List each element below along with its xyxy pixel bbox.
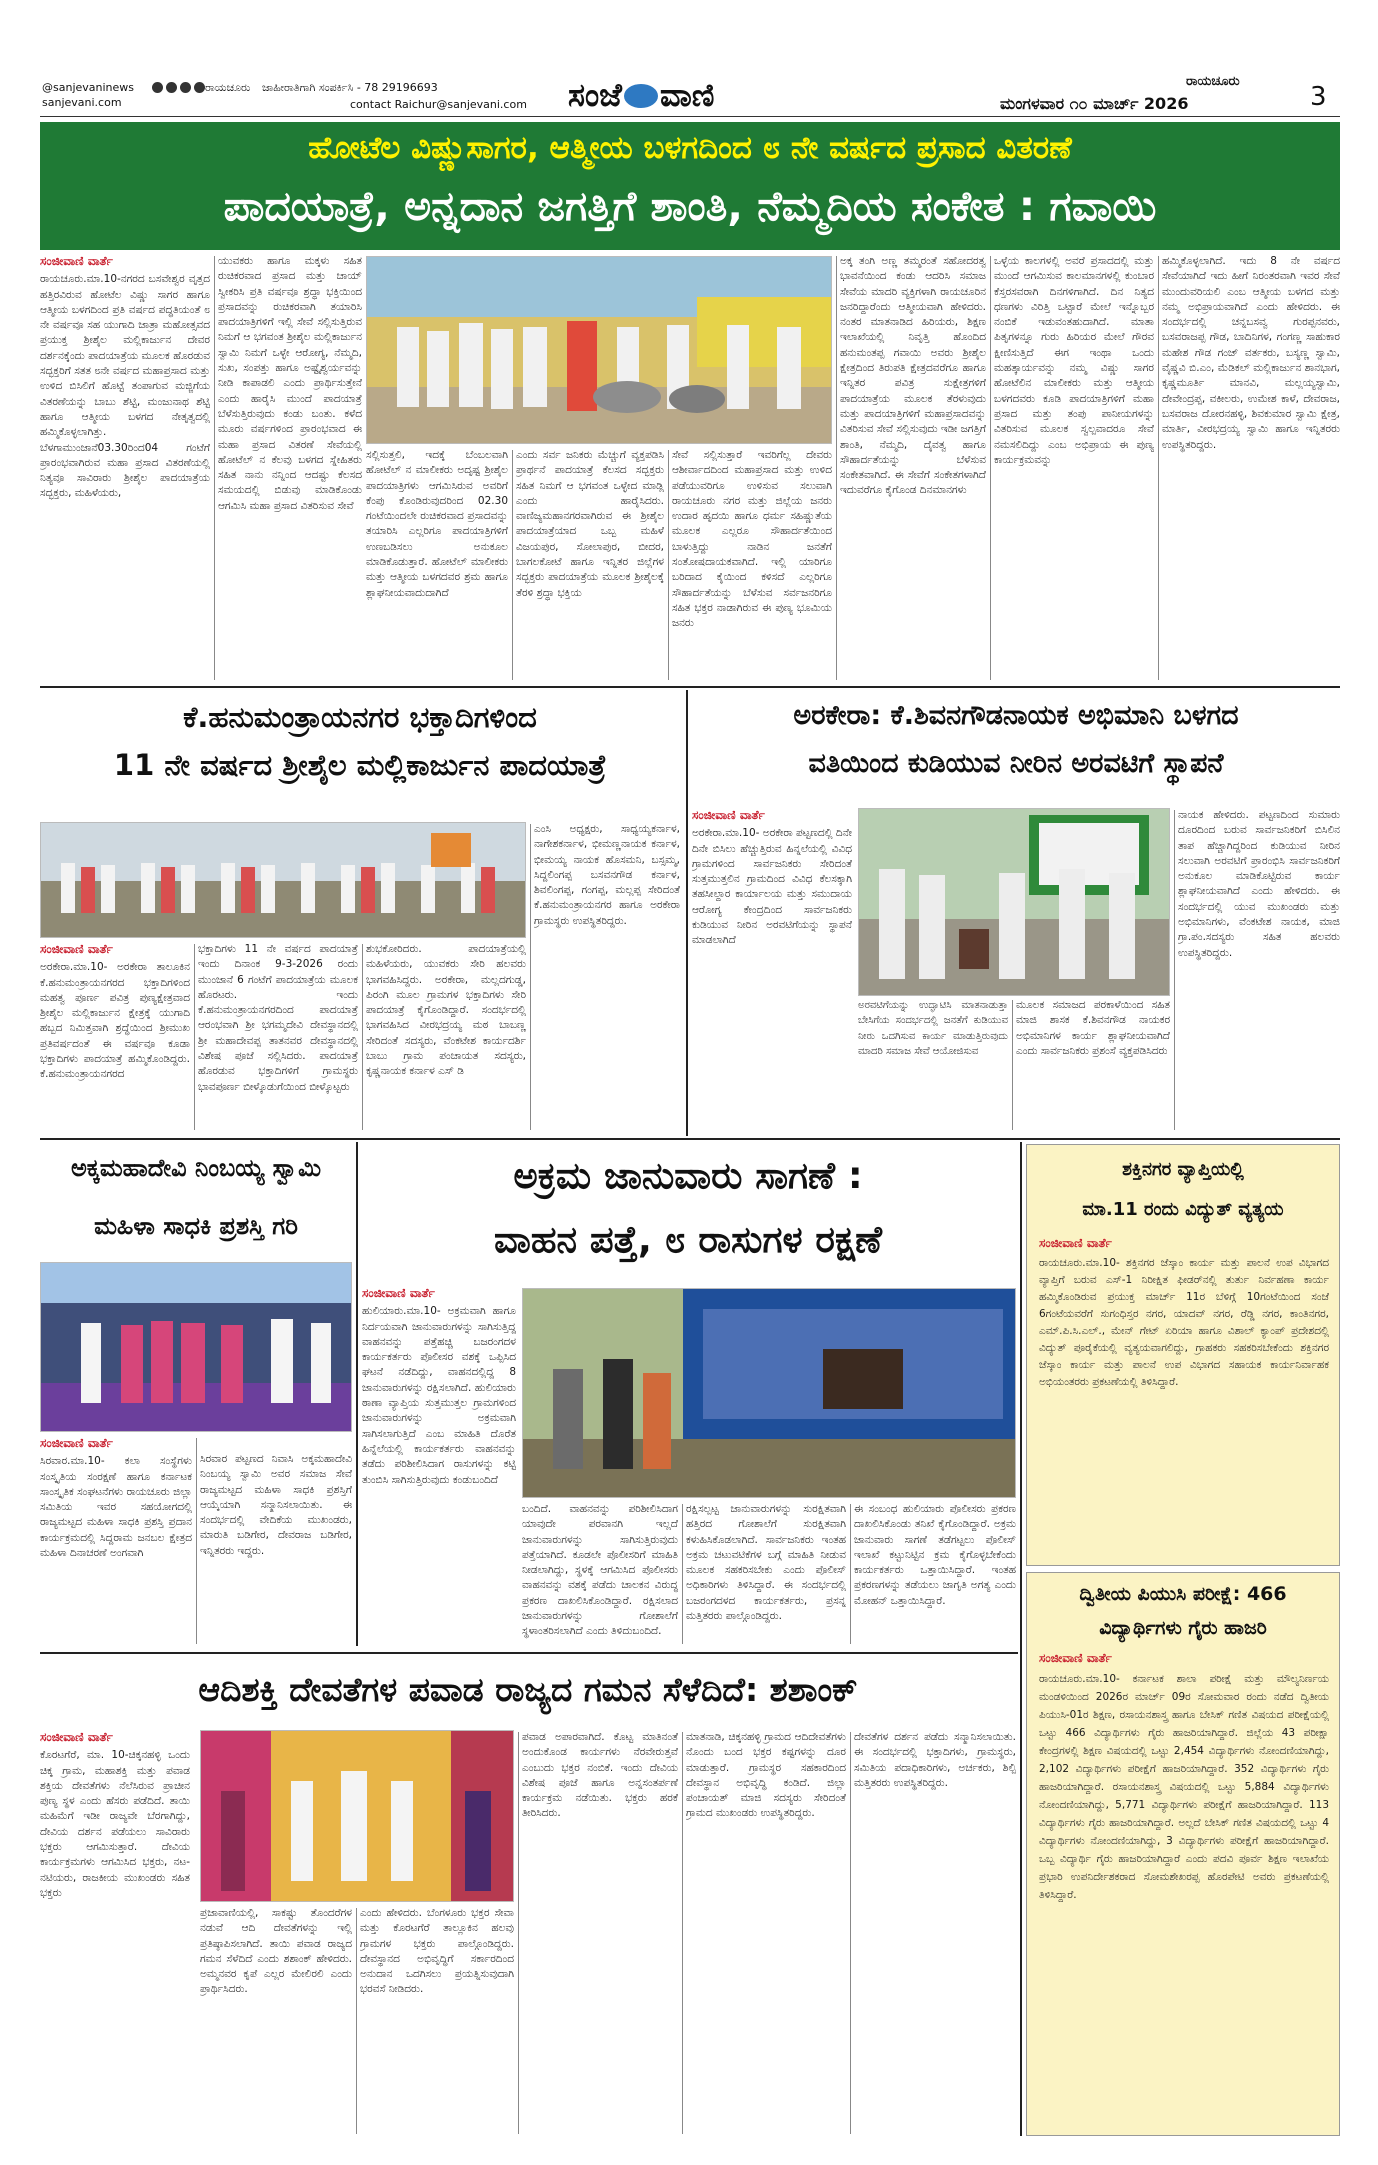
story5-column-4	[854, 1502, 1016, 1646]
story5-col1-text: ಹುಲಿಯಾರು.ಮಾ.10- ಅಕ್ರಮವಾಗಿ ಹಾಗೂ ನಿರ್ದಯವಾಗಿ ಜಾನುವಾರುಗಳನ್ನು ಸಾಗಿಸುತ್ತಿದ್ದ ವಾಹನವನ್ನು ಪತ್ತೆಹಚ್ಚಿ ಬಜರಂಗದಳ ಕಾರ್ಯಕರ್ತರು ಪೊಲೀಸರ ವಶಕ್ಕೆ ಒಪ್ಪಿಸಿದ ಘಟನೆ ನಡೆದಿದ್ದು, ವಾಹನದಲ್ಲಿದ್ದ 8 ಜಾನುವಾರುಗಳನ್ನು ರಕ್ಷಿಸಲಾಗಿದೆ. ಹುಲಿಯಾರು ಠಾಣಾ ವ್ಯಾಪ್ತಿಯ ಸುತ್ತಮುತ್ತಲ ಗ್ರಾಮಗಳಿಂದ ಜಾನುವಾರುಗಳನ್ನು ಅಕ್ರಮವಾಗಿ ಸಾಗಿಸಲಾಗುತ್ತಿದೆ ಎಂಬ ಮಾಹಿತಿ ದೊರೆತ ಹಿನ್ನೆಲೆಯಲ್ಲಿ ಕಾರ್ಯಕರ್ತರು ವಾಹನವನ್ನು ತಡೆದು ಪರಿಶೀಲಿಸಿದಾಗ ರಾಸುಗಳನ್ನು ಕಟ್ಟಿ ತುಂಬಿಸಿ ಸಾಗಿಸುತ್ತಿರುವುದು ಕಂಡುಬಂದಿದೆ	[362, 1305, 516, 1486]
story1-col3-text: ಸಲ್ಲಿಸುತ್ತಲಿ, ಇದಕ್ಕೆ ಬೆಂಬಲವಾಗಿ ಹೋಟೆಲ್ ನ ಮಾಲೀಕರು ಅದೃಷ್ಟ ಶ್ರೀಶೈಲ ಪಾದಯಾತ್ರಿಗಳು ಆಗಮಿಸಿರುವ ಅವರಿಗೆ ಕೆಂಪು ಕೊಂಡಿರುವುದರಿಂದ 02.30 ಗಂಟೆಯಿಂದಲೇ ರುಚಿಕರವಾದ ಪ್ರಸಾದವನ್ನು ತಯಾರಿಸಿ ಎಲ್ಲರಿಗೂ ಪಾದಯಾತ್ರಿಗಳಿಗೆ ಉಣಬಡಿಸಲು ಅನುಕೂಲ ಮಾಡಿಕೊಡುತ್ತಾರೆ. ಹೋಟೆಲ್ ಮಾಲೀಕರು ಮತ್ತು ಆತ್ಮೀಯ ಬಳಗದವರ ಶ್ರಮ ಹಾಗೂ ಶ್ಲಾಘನೀಯವಾದುದಾಗಿದೆ	[366, 449, 508, 599]
story1-column-1	[40, 254, 210, 682]
story2-headline-line2: 11 ನೇ ವರ್ಷದ ಶ್ರೀಶೈಲ ಮಲ್ಲಿಕಾರ್ಜುನ ಪಾದಯಾತ್ರೆ	[113, 748, 607, 782]
story4-headline-line2: ಮಹಿಳಾ ಸಾಧಕಿ ಪ್ರಶಸ್ತಿ ಗರಿ	[94, 1212, 298, 1240]
story5-col4-text: ಈ ಸಂಬಂಧ ಹುಲಿಯಾರು ಪೊಲೀಸರು ಪ್ರಕರಣ ದಾಖಲಿಸಿಕೊಂಡು ತನಿಖೆ ಕೈಗೊಂಡಿದ್ದಾರೆ. ಅಕ್ರಮ ಜಾನುವಾರು ಸಾಗಣೆ ತಡೆಗಟ್ಟಲು ಪೊಲೀಸ್ ಇಲಾಖೆ ಕಟ್ಟುನಿಟ್ಟಿನ ಕ್ರಮ ಕೈಗೊಳ್ಳಬೇಕೆಂದು ಕಾರ್ಯಕರ್ತರು ಒತ್ತಾಯಿಸಿದ್ದಾರೆ. ಇಂತಹ ಪ್ರಕರಣಗಳನ್ನು ತಡೆಯಲು ಜಾಗೃತಿ ಅಗತ್ಯ ಎಂದು ಮೋಹನ್ ಒತ್ತಾಯಿಸಿದ್ದಾರೆ.	[854, 1503, 1016, 1607]
story1-kicker: ಹೋಟೆಲ ವಿಷ್ಣುಸಾಗರ, ಆತ್ಮೀಯ ಬಳಗದಿಂದ ೮ ನೇ ವರ್ಷದ ಪ್ರಸಾದ ವಿತರಣೆ	[308, 130, 1072, 166]
story3-caption: ಅರವಟಿಗೆಯನ್ನು ಉದ್ಘಾಟಿಸಿ ಮಾತನಾಡುತ್ತಾ ಬೇಸಿಗೆಯ ಸಂದರ್ಭದಲ್ಲಿ ಜನತೆಗೆ ಕುಡಿಯುವ ನೀರು ಒದಗಿಸುವ ಕಾರ್ಯ ಮಾಡುತ್ತಿರುವುದು ಮಾದರಿ ಸಮಾಜ ಸೇವೆ ಆಯೋಜಿಸುವ	[858, 1000, 1008, 1057]
story6-photo	[200, 1730, 514, 1902]
story6-col6-text: ದೇವತೆಗಳ ದರ್ಶನ ಪಡೆದು ಸನ್ಮಾನಿಸಲಾಯಿತು. ಈ ಸಂದರ್ಭದಲ್ಲಿ ಭಕ್ತಾದಿಗಳು, ಗ್ರಾಮಸ್ಥರು, ಸಮಿತಿಯ ಪದಾಧಿಕಾರಿಗಳು, ಅರ್ಚಕರು, ಶಿಲ್ಪಿ ಮತ್ತಿತರರು ಉಪಸ್ಥಿತರಿದ್ದರು.	[854, 1731, 1016, 1789]
masthead	[0, 0, 1378, 122]
story2-col1-text: ಅರಕೇರಾ.ಮಾ.10- ಅರಕೇರಾ ತಾಲೂಕಿನ ಕೆ.ಹನುಮಂತ್ರಾಯನಗರದ ಭಕ್ತಾದಿಗಳಿಂದ ಮಹತ್ವ ಪೂರ್ಣ ಪವಿತ್ರ ಪುಣ್ಯಕ್ಷೇತ್ರವಾದ ಶ್ರೀಶೈಲ ಮಲ್ಲಿಕಾರ್ಜುನ ಕ್ಷೇತ್ರಕ್ಕೆ ಯುಗಾದಿ ಹಬ್ಬದ ನಿಮಿತ್ತವಾಗಿ ಶ್ರದ್ಧೆಯಿಂದ ಶ್ರೀಮುಖ ಪ್ರತಿವರ್ಷದಂತೆ ಈ ವರ್ಷವೂ ಕೂಡಾ ಭಕ್ತಾದಿಗಳು ಪಾದಯಾತ್ರೆ ಹಮ್ಮಿಕೊಂಡಿದ್ದರು. ಕೆ.ಹನುಮಂತ್ರಾಯನಗರದ	[40, 961, 190, 1081]
exam-absent-notice	[1026, 1572, 1340, 2136]
notice2-text: ರಾಯಚೂರು.ಮಾ.10- ಕರ್ನಾಟಕ ಶಾಲಾ ಪರೀಕ್ಷೆ ಮತ್ತು ಮೌಲ್ಯನಿರ್ಣಯ ಮಂಡಳಿಯಿಂದ 2026ರ ಮಾರ್ಚ್ 09ರ ಸೋಮವಾರ ರಂದು ನಡೆದ ದ್ವಿತೀಯ ಪಿಯುಸಿ-01ರ ಶಿಕ್ಷಣ, ರಸಾಯನಶಾಸ್ತ್ರ ಹಾಗೂ ಬೇಸಿಕ್ ಗಣಿತ ವಿಷಯದ ಪರೀಕ್ಷೆಯಲ್ಲಿ ಒಟ್ಟು 466 ವಿದ್ಯಾರ್ಥಿಗಳು ಗೈರು ಹಾಜರಿಯಾಗಿದ್ದಾರೆ. ಜಿಲ್ಲೆಯ 43 ಪರೀಕ್ಷಾ ಕೇಂದ್ರಗಳಲ್ಲಿ ಶಿಕ್ಷಣ ವಿಷಯದಲ್ಲಿ ಒಟ್ಟು 2,454 ವಿದ್ಯಾರ್ಥಿಗಳು ನೋಂದಣಿಯಾಗಿದ್ದು, 2,102 ವಿದ್ಯಾರ್ಥಿಗಳು ಪರೀಕ್ಷೆಗೆ ಹಾಜರಿಯಾಗಿದ್ದಾರೆ. 352 ವಿದ್ಯಾರ್ಥಿಗಳು ಗೈರು ಹಾಜರಿಯಾಗಿದ್ದಾರೆ. ರಸಾಯನಶಾಸ್ತ್ರ ವಿಷಯದಲ್ಲಿ ಒಟ್ಟು 5,884 ವಿದ್ಯಾರ್ಥಿಗಳು ನೋಂದಣಿಯಾಗಿದ್ದು, 5,771 ವಿದ್ಯಾರ್ಥಿಗಳು ಪರೀಕ್ಷೆಗೆ ಹಾಜರಿಯಾಗಿದ್ದಾರೆ. 113 ವಿದ್ಯಾರ್ಥಿಗಳು ಗೈರು ಹಾಜರಿಯಾಗಿದ್ದಾರೆ. ಅಲ್ಲದೆ ಬೇಸಿಕ್ ಗಣಿತ ವಿಷಯದಲ್ಲಿ ಒಟ್ಟು 4 ವಿದ್ಯಾರ್ಥಿಗಳು ನೋಂದಣಿಯಾಗಿದ್ದು, 3 ವಿದ್ಯಾರ್ಥಿಗಳು ಪರೀಕ್ಷೆಗೆ ಹಾಜರಿಯಾಗಿದ್ದಾರೆ. ಒಬ್ಬ ವಿದ್ಯಾರ್ಥಿ ಗೈರು ಹಾಜರಿಯಾಗಿದ್ದಾರೆ ಎಂದು ಪದವಿ ಪೂರ್ವ ಶಿಕ್ಷಣ ಇಲಾಖೆಯ ಪ್ರಭಾರಿ ಉಪನಿರ್ದೇಶಕರಾದ ಸೋಮಶೇಖರಪ್ಪ ಹೊರಪೇಟಿ ಅವರು ಪ್ರಕಟಣೆಯಲ್ಲಿ ತಿಳಿಸಿದ್ದಾರೆ.	[1039, 1673, 1329, 1901]
notice1-body	[1039, 1235, 1329, 1559]
facebook-icon[interactable]	[152, 82, 163, 93]
story5-byline: ಸಂಜೀವಾಣಿ ವಾರ್ತೆ	[362, 1286, 435, 1300]
instagram-icon[interactable]	[180, 82, 191, 93]
story6-col3-text: ಎಂದು ಹೇಳಿದರು. ಬೆಂಗಳೂರು ಭಕ್ತರ ಸೇವಾ ಮತ್ತು ಕೊರಟಗೆರೆ ತಾಲ್ಲೂಕಿನ ಹಲವು ಗ್ರಾಮಗಳ ಭಕ್ತರು ಪಾಲ್ಗೊಂಡಿದ್ದರು. ದೇವಸ್ಥಾನದ ಅಭಿವೃದ್ಧಿಗೆ ಸರ್ಕಾರದಿಂದ ಅನುದಾನ ಒದಗಿಸಲು ಪ್ರಯತ್ನಿಸುವುದಾಗಿ ಭರವಸೆ ನೀಡಿದರು.	[360, 1907, 514, 1996]
story1-col6-text: ಅಕ್ಕ ತಂಗಿ ಅಣ್ಣ ತಮ್ಮರಂತೆ ಸಹೋದರತ್ವ ಭಾವನೆಯಿಂದ ಕಂಡು ಆದರಿಸಿ ಸಮಾಜ ಸೇವೆಯ ಮಾದರಿ ವ್ಯಕ್ತಿಗಳಾಗಿ ರಾಯಚೂರಿನ ಜನರಿದ್ದಾರೆಂದು ಆತ್ಮೀಯವಾಗಿ ಹೇಳಿದರು. ನಂತರ ಮಾತನಾಡಿದ ಹಿರಿಯರು, ಶಿಕ್ಷಣ ಇಲಾಖೆಯಲ್ಲಿ ನಿವೃತ್ತಿ ಹೊಂದಿದ ಹನುಮಂತಪ್ಪ ಗವಾಯಿ ಅವರು ಶ್ರೀಶೈಲ ಕ್ಷೇತ್ರದಿಂದ ತಿರುಪತಿ ಕ್ಷೇತ್ರದವರೆಗೂ ಹಾಗೂ ಇನ್ನಿತರ ಪವಿತ್ರ ಸುಕ್ಷೇತ್ರಗಳಿಗೆ ಪಾದಯಾತ್ರೆಯ ಮೂಲಕ ತೆರಳುವುದು ಮತ್ತು ಪಾದಯಾತ್ರಿಗಳಿಗೆ ಮಹಾಪ್ರಸಾದವನ್ನು ವಿತರಿಸುವ ಸೇವೆ ಸಲ್ಲಿಸುವುದು ಇಡೀ ಜಗತ್ತಿಗೆ ಶಾಂತಿ, ನೆಮ್ಮದಿ, ದೈವತ್ವ ಹಾಗೂ ಸೌಹಾರ್ದತೆಯನ್ನು ಬೆಳೆಸುವ ಸಂಕೇತವಾಗಿದೆ. ಈ ಸೇವೆಗೆ ಸಂಕೇತಗಳಾಗಿದೆ ಇದುವರೆಗೂ ಕೈಗೊಂಡ ದಿನಮಾನಗಳು	[840, 255, 986, 497]
story2-column-3	[366, 942, 526, 1132]
story3-byline: ಸಂಜೀವಾಣಿ ವಾರ್ತೆ	[692, 808, 765, 822]
story6-col2-text: ಪ್ರಜಾವಾಣಿಯಲ್ಲಿ, ಸಾಕಷ್ಟು ತೊಂದರೆಗಳ ನಡುವೆ ಆದಿ ದೇವತೆಗಳನ್ನು ಇಲ್ಲಿ ಪ್ರತಿಷ್ಠಾಪಿಸಲಾಗಿದೆ. ತಾಯಿ ಪವಾಡ ರಾಜ್ಯದ ಗಮನ ಸೆಳೆದಿದೆ ಎಂದು ಶಶಾಂಕ್ ಹೇಳಿದರು. ಅಮ್ಮನವರ ಕೃಪೆ ಎಲ್ಲರ ಮೇಲಿರಲಿ ಎಂದು ಪ್ರಾರ್ಥಿಸಿದರು.	[200, 1907, 352, 1996]
ad-contact: ಜಾಹೀರಾತಿಗಾಗಿ ಸಂಪರ್ಕಿಸಿ - 78 29196693	[262, 81, 438, 94]
story6-column-4	[522, 1730, 678, 2136]
story4-col2-text: ಸಿರವಾರ ಪಟ್ಟಣದ ನಿವಾಸಿ ಅಕ್ಕಮಹಾದೇವಿ ನಿಂಬಯ್ಯ ಸ್ವಾಮಿ ಅವರ ಸಮಾಜ ಸೇವೆ ರಾಜ್ಯಮಟ್ಟದ ಮಹಿಳಾ ಸಾಧಕಿ ಪ್ರಶಸ್ತಿಗೆ ಆಯ್ಕೆಯಾಗಿ ಸನ್ಮಾನಿಸಲಾಯಿತು. ಈ ಸಂದರ್ಭದಲ್ಲಿ ವೇದಿಕೆಯ ಮುಖಂಡರು, ಮಾರುತಿ ಬಡಿಗೇರ, ದೇವರಾಜ ಬಡಿಗೇರ, ಇನ್ನಿತರರು ಇದ್ದರು.	[200, 1453, 352, 1557]
story1-col4-text: ಎಂದು ಸರ್ವ ಜನಿಕರು ಮೆಚ್ಚುಗೆ ವ್ಯಕ್ತಪಡಿಸಿ ಪ್ರಾರ್ಥನೆ ಪಾದಯಾತ್ರೆ ಕೆಲಸದ ಸದ್ಭಕ್ತರು ಸಹಿತ ನಿಮಗೆ ಆ ಭಗವಂತ ಒಳ್ಳೇದ ಮಾಡ್ಲಿ ಎಂದು ಹಾರೈಸಿದರು. ವಾಣಿಜ್ಯಮಹಾನಗರವಾಗಿರುವ ಈ ಶ್ರೀಶೈಲ ಪಾದಯಾತ್ರೆಯಾದ ಒಬ್ಬ ಮಹಿಳೆ ವಿಜಯಪುರ, ಸೋಲಾಪುರ, ಬೀದರ, ಬಾಗಲಕೋಟೆ ಹಾಗೂ ಇನ್ನಿತರ ಜಿಲ್ಲೆಗಳ ಸದ್ಭಕ್ತರು ಪಾದಯಾತ್ರೆಯ ಮೂಲಕ ಶ್ರೀಶೈಲಕ್ಕೆ ತೆರಳಿ ಶ್ರದ್ಧಾ ಭಕ್ತಿಯ	[516, 449, 664, 599]
city-label: ರಾಯಚೂರು	[205, 81, 251, 94]
story2-column-4	[534, 822, 680, 1132]
story1-column-3	[366, 448, 508, 682]
story4-col1-text: ಸಿರವಾರ.ಮಾ.10- ಕಲಾ ಸಂಸ್ಥೆಗಳು ಸಂಸ್ಕೃತಿಯ ಸಂರಕ್ಷಣೆ ಹಾಗೂ ಕರ್ನಾಟಕ ಸಾಂಸ್ಕೃತಿಕ ಸಂಘಟನೆಗಳು ರಾಯಚೂರು ಜಿಲ್ಲಾ ಸಮಿತಿಯ ಇವರ ಸಹಯೋಗದಲ್ಲಿ ರಾಜ್ಯಮಟ್ಟದ ಮಹಿಳಾ ಸಾಧಕಿ ಪ್ರಶಸ್ತಿ ಪ್ರದಾನ ಕಾರ್ಯಕ್ರಮದಲ್ಲಿ ಸಿದ್ದರಾಮ ಜನಬಲ ಕ್ಷೇತ್ರದ ಮಹಿಳಾ ದಿನಾಚರಣೆ ಅಂಗವಾಗಿ	[40, 1455, 192, 1560]
story5-column-3	[686, 1502, 846, 1646]
story6-col4-text: ಪವಾಡ ಅಪಾರವಾಗಿದೆ. ಕೊಟ್ಟ ಮಾತಿನಂತೆ ಅಂದುಕೊಂಡ ಕಾರ್ಯಗಳು ನೆರವೇರುತ್ತವೆ ಎಂಬುದು ಭಕ್ತರ ನಂಬಿಕೆ. ಇಂದು ದೇವಿಯ ವಿಶೇಷ ಪೂಜೆ ಹಾಗೂ ಅನ್ನಸಂತರ್ಪಣೆ ಕಾರ್ಯಕ್ರಮ ನಡೆಯಿತು. ಭಕ್ತರು ಹರಕೆ ತೀರಿಸಿದರು.	[522, 1731, 678, 1820]
story1-column-6	[840, 254, 986, 682]
logo-right-text: ವಾಣಿ	[659, 76, 715, 114]
story6-column-3	[360, 1906, 514, 2136]
story1-col7-text: ಒಳ್ಳೆಯ ಕಾಲಗಳಲ್ಲಿ ಅವರೆ ಪ್ರಸಾದದಲ್ಲಿ ಮತ್ತು ಮುಂದೆ ಆಗಮಿಸುವ ಕಾಲಮಾನಗಳಲ್ಲಿ ಕುಂಬಾರ ಕೆಸ್ತರಸವರಾಗಿ ದಿನಗಳಿಗಾಗಿದೆ. ದಿನ ನಿತ್ಯದ ಧಣಗಳು ವಿರಿತ್ತಿ ಒಟ್ಟಾರೆ ಮೇಲೆ ಇನ್ನೊಬ್ಬರ ನಂಬಿಕೆ ಇಡುವಂತಹುದಾಗಿದೆ. ಮಾತಾ ಪಿತೃಗಳನ್ನೂ ಗುರು ಹಿರಿಯರ ಮೇಲೆ ಗೌರವ ಕ್ಷೀಣಿಸುತ್ತಿದೆ ಈಗ ಇಂಥಾ ಒಂದು ಮಹತ್ಕಾರ್ಯವನ್ನು ನಮ್ಮ ವಿಷ್ಣು ಸಾಗರ ಹೋಟೆಲಿನ ಮಾಲೀಕರು ಮತ್ತು ಆತ್ಮೀಯ ಬಳಗದವರು ಕೂಡಿ ಪಾದಯಾತ್ರಿಗಳಿಗೆ ಮಹಾ ಪ್ರಸಾದ ಮತ್ತು ತಂಪು ಪಾನೀಯಗಳನ್ನು ವಿತರಿಸುವ ಮೂಲಕ ಸ್ವಲ್ಪವಾದರೂ ಸೇವೆ ನಮಸಲಿದಿದ್ದು ಎಂಬ ಅಭಿಪ್ರಾಯ ಈ ಪುಣ್ಯ ಕಾರ್ಯಕ್ರಮವನ್ನು	[994, 255, 1154, 466]
story3-col3-text: ನಾಯಕ ಹೇಳಿದರು. ಪಟ್ಟಣದಿಂದ ಸುಮಾರು ದೂರದಿಂದ ಬರುವ ಸಾರ್ವಜನಿಕರಿಗೆ ಬಿಸಿಲಿನ ತಾಪ ಹೆಚ್ಚಾಗಿದ್ದರಿಂದ ಕುಡಿಯುವ ನೀರಿನ ಸಲುವಾಗಿ ಅರವಟಿಗೆ ಪ್ರಾರಂಭಿಸಿ ಸಾರ್ವಜನಿಕರಿಗೆ ಅನುಕೂಲ ಮಾಡಿಕೊಟ್ಟಿರುವ ಕಾರ್ಯ ಶ್ಲಾಘನೀಯವಾಗಿದೆ ಎಂದು ಹೇಳಿದರು. ಈ ಸಂದರ್ಭದಲ್ಲಿ ಯುವ ಮುಖಂಡರು ಮತ್ತು ಅಭಿಮಾನಿಗಳು, ವೆಂಕಟೇಶ ನಾಯಕ, ಮಾಜಿ ಗ್ರಾ.ಪಂ.ಸದಸ್ಯರು ಸಹಿತ ಹಲವರು ಉಪಸ್ಥಿತರಿದ್ದರು.	[1178, 809, 1340, 959]
story5-col3-text: ರಕ್ಷಿಸಲ್ಪಟ್ಟ ಜಾನುವಾರುಗಳನ್ನು ಸುರಕ್ಷಿತವಾಗಿ ಹತ್ತಿರದ ಗೋಶಾಲೆಗೆ ಸುರಕ್ಷಿತವಾಗಿ ಕಳುಹಿಸಿಕೊಡಲಾಗಿದೆ. ಸಾರ್ವಜನಿಕರು ಇಂತಹ ಅಕ್ರಮ ಚಟುವಟಿಕೆಗಳ ಬಗ್ಗೆ ಮಾಹಿತಿ ನೀಡುವ ಮೂಲಕ ಸಹಕರಿಸಬೇಕು ಎಂದು ಪೊಲೀಸ್ ಅಧಿಕಾರಿಗಳು ತಿಳಿಸಿದ್ದಾರೆ. ಈ ಸಂದರ್ಭದಲ್ಲಿ ಬಜರಂಗದಳದ ಕಾರ್ಯಕರ್ತರು, ಪ್ರಸನ್ನ ಮತ್ತಿತರರು ಪಾಲ್ಗೊಂಡಿದ್ದರು.	[686, 1503, 846, 1623]
story6-column-1	[40, 1730, 190, 2136]
story2-photo	[40, 822, 526, 938]
story1-photo	[366, 256, 832, 444]
story1-column-2	[218, 254, 362, 682]
story4-photo	[40, 1262, 352, 1432]
logo-left-text: ಸಂಜೆ	[568, 76, 622, 114]
story4-headline-line1: ಅಕ್ಕಮಹಾದೇವಿ ನಿಂಬಯ್ಯ ಸ್ವಾಮಿ	[70, 1154, 322, 1182]
story5-headline-line2: ವಾಹನ ಪತ್ತೆ, ೮ ರಾಸುಗಳ ರಕ್ಷಣೆ	[494, 1218, 882, 1261]
story1-col1-text: ರಾಯಚೂರು.ಮಾ.10-ನಗರದ ಬಸವೇಶ್ವರ ವೃತ್ತದ ಹತ್ತಿರವಿರುವ ಹೋಟೆಲ ವಿಷ್ಣು ಸಾಗರ ಹಾಗೂ ಆತ್ಮೀಯ ಬಳಗದಿಂದ ಪ್ರತಿ ವರ್ಷದ ಪದ್ಧತಿಯಂತೆ ೮ ನೇ ವರ್ಷವೂ ಸಹ ಯುಗಾದಿ ಜಾತ್ರಾ ಮಹೋತ್ಸವದ ಪ್ರಯುಕ್ತ ಶ್ರೀಶೈಲ ಮಲ್ಲಿಕಾರ್ಜುನ ದೇವರ ದರ್ಶನಕ್ಕೆಂದು ಪಾದಯಾತ್ರೆಯ ಮೂಲಕ ಹೊರಡುವ ಸದ್ಭಕ್ತರಿಗೆ ಸತತ ೮ನೇ ವರ್ಷದ ಮಹಾಪ್ರಸಾದ ಮತ್ತು ಉಳಿದ ಬಿಸಿಲಿಗೆ ಹೊಟ್ಟೆ ತಂಪಾಗುವ ಮಜ್ಜಿಗೆಯ ವಿತರಣೆಯನ್ನು ಬಾಬು ಶೆಟ್ಟಿ, ಮಂಜುನಾಥ ಶೆಟ್ಟಿ ಹಾಗೂ ಆತ್ಮೀಯ ಬಳಗದ ನೇತೃತ್ವದಲ್ಲಿ ಹಮ್ಮಿಕೊಳ್ಳಲಾಗಿತ್ತು. ಬೆಳಗಾಮುಂಜಾನೆ03.30ರಿಂದ04 ಗಂಟೆಗೆ ಪ್ರಾರಂಭವಾಗಿರುವ ಮಹಾ ಪ್ರಸಾದ ವಿತರಣೆಯಲ್ಲಿ ನಿತ್ಯವೂ ಸಾವಿರಾರು ಶ್ರೀಶೈಲ ಪಾದಯಾತ್ರೆಯ ಸದ್ಭಕ್ತರು, ಮಹಿಳೆಯರು,	[40, 273, 210, 500]
notice2-title-line1: ದ್ವಿತೀಯ ಪಿಯುಸಿ ಪರೀಕ್ಷೆ: 466	[1079, 1583, 1287, 1605]
story2-headline-line1: ಕೆ.ಹನುಮಂತ್ರಾಯನಗರ ಭಕ್ತಾದಿಗಳಿಂದ	[183, 700, 537, 734]
story1-col2-text: ಯುವಕರು ಹಾಗೂ ಮಕ್ಕಳು ಸಹಿತ ರುಚಿಕರವಾದ ಪ್ರಸಾದ ಮತ್ತು ಚಾಯ್ ಸ್ವೀಕರಿಸಿ ಪ್ರತಿ ವರ್ಷವೂ ಶ್ರದ್ಧಾ ಭಕ್ತಿಯಿಂದ ಪ್ರಸಾದವನ್ನು ರುಚಿಕರವಾಗಿ ತಯಾರಿಸಿ ಪಾದಯಾತ್ರಿಗಳಿಗೆ ಇಲ್ಲಿ ಸೇವೆ ಸಲ್ಲಿಸುತ್ತಿರುವ ನಿಮಗೆ ಆ ಭಗವಂತ ಶ್ರೀಶೈಲ ಮಲ್ಲಿಕಾರ್ಜುನ ಸ್ವಾಮಿ ನಿಮಗೆ ಒಳ್ಳೇ ಆರೋಗ್ಯ, ನೆಮ್ಮದಿ, ಸುಖ, ಸಂಪತ್ತು ಹಾಗೂ ಅಷ್ಟೈಶ್ವರ್ಯವನ್ನು ನೀಡಿ ಕಾಪಾಡಲಿ ಎಂದು ಪ್ರಾರ್ಥಿಸುತ್ತೇನೆ ಎಂದು ಹಾರೈಸಿ ಮುಂದೆ ಪಾದಯಾತ್ರೆ ಬೆಳೆಸುತ್ತಿರುವುದು ಕಂಡು ಬಂತು. ಕಳೆದ ಮೂರು ವರ್ಷಗಳಿಂದ ಪ್ರಾರಂಭವಾದ ಈ ಮಹಾ ಪ್ರಸಾದ ವಿತರಣೆ ಸೇವೆಯಲ್ಲಿ ಹೋಟೆಲ್ ನ ಕೆಲವು ಬಳಗದ ಸ್ನೇಹಿತರು ಸಹಿತ ನಾನು ನನ್ನಿಂದ ಆದಷ್ಟು ಕೆಲಸದ ಸಮಯದಲ್ಲಿ ಬಿಡುವು ಮಾಡಿಕೊಂಡು ಆಗಮಿಸಿ ಮಹಾ ಪ್ರಸಾದ ವಿತರಿಸುವ ಸೇವೆ	[218, 255, 362, 512]
notice1-text: ರಾಯಚೂರು.ಮಾ.10- ಶಕ್ತಿನಗರ ಜೆಸ್ಕಾಂ ಕಾರ್ಯ ಮತ್ತು ಪಾಲನೆ ಉಪ ವಿಭಾಗದ ವ್ಯಾಪ್ತಿಗೆ ಬರುವ ಎಸ್-1 ನಿರೀಕ್ಷಿತ ಫೀಡರ್‌ನಲ್ಲಿ ತುರ್ತು ನಿರ್ವಹಣಾ ಕಾರ್ಯ ಹಮ್ಮಿಕೊಂಡಿರುವ ಪ್ರಯುಕ್ತ ಮಾರ್ಚ್ 11ರ ಬೆಳಿಗ್ಗೆ 10ಗಂಟೆಯಿಂದ ಸಂಜೆ 6ಗಂಟೆಯವರೆಗೆ ಸುಗಂಧಿಸ್ತರ ನಗರ, ಯಾದವ್ ನಗರ, ರೆಡ್ಡಿ ನಗರ, ಕಾಂತಿನಗರ, ಎಮ್.ಪಿ.ಸಿ.ಎಲ್., ಮೇನ್ ಗೇಟ್ ಏರಿಯಾ ಹಾಗೂ ವಿಶಾಲ್ ಕ್ಯಾಂಪ್ ಪ್ರದೇಶದಲ್ಲಿ ವಿದ್ಯುತ್ ಪೂರೈಕೆಯಲ್ಲಿ ವ್ಯತ್ಯಯವಾಗಲಿದ್ದು, ಗ್ರಾಹಕರು ಸಹಕರಿಸಬೇಕೆಂದು ಶಕ್ತಿನಗರ ಜೆಸ್ಕಾಂ ಕಾರ್ಯ ಮತ್ತು ಪಾಲನೆ ಉಪ ವಿಭಾಗದ ಸಹಾಯಕ ಕಾರ್ಯನಿರ್ವಾಹಕ ಅಭಿಯಂತರರು ಪ್ರಕಟಣೆಯಲ್ಲಿ ತಿಳಿಸಿದ್ದಾರೆ.	[1039, 1257, 1329, 1388]
story4-column-2	[200, 1452, 352, 1646]
story6-headline: ಆದಿಶಕ್ತಿ ದೇವತೆಗಳ ಪವಾಡ ರಾಜ್ಯದ ಗಮನ ಸೆಳೆದಿದೆ: ಶಶಾಂಕ್	[198, 1670, 858, 1709]
story5-headline-line1: ಅಕ್ರಮ ಜಾನುವಾರು ಸಾಗಣೆ :	[513, 1154, 863, 1197]
story6-col1-text: ಕೊರಟಗೆರೆ, ಮಾ. 10-ಚಿಕ್ಕನಹಳ್ಳಿ ಒಂದು ಚಿಕ್ಕ ಗ್ರಾಮ, ಮಹಾಶಕ್ತಿ ಮತ್ತು ಪವಾಡ ಶಕ್ತಿಯ ದೇವತೆಗಳು ನೆಲೆಸಿರುವ ಪ್ರಾಚೀನ ಪುಣ್ಯ ಸ್ಥಳ ಎಂದು ಹೆಸರು ಪಡೆದಿದೆ. ತಾಯಿ ಮಹಿಮೆಗೆ ಇಡೀ ರಾಜ್ಯವೇ ಬೆರಗಾಗಿದ್ದು, ದೇವಿಯ ದರ್ಶನ ಪಡೆಯಲು ಸಾವಿರಾರು ಭಕ್ತರು ಆಗಮಿಸುತ್ತಾರೆ. ದೇವಿಯ ಕಾರ್ಯಕ್ರಮಗಳು ಆಗಮಿಸಿದ ಭಕ್ತರು, ನಟ-ನಟಿಯರು, ರಾಜಕೀಯ ಮುಖಂಡರು ಸಹಿತ ಭಕ್ತರು	[40, 1749, 190, 1899]
story1-col8-text: ಹಮ್ಮಿಕೊಳ್ಳಲಾಗಿದೆ. ಇದು 8 ನೇ ವರ್ಷದ ಸೇವೆಯಾಗಿದೆ ಇದು ಹೀಗೆ ನಿರಂತರವಾಗಿ ಇವರ ಸೇವೆ ಮುಂದುವರಿಯಲಿ ಎಂಬ ಆತ್ಮೀಯ ಬಳಗದ ಮತ್ತು ನಮ್ಮ ಅಭಿಪ್ರಾಯವಾಗಿದೆ ಎಂದು ಹೇಳಿದರು. ಈ ಸಂದರ್ಭದಲ್ಲಿ ಚನ್ನಬಸವ್ವ ಗುರಪ್ಪನವರು, ಬಸವರಾಜಪ್ಪ ಗೌಡ, ಬಾದಿನಿಗಳ, ಗಂಗಣ್ಣ ಸಾಹುಕಾರ ಮಹೇಶ ಗೌಡ ಗಂಜ್ ವರ್ತಕರು, ಬಸ್ಯಣ್ಣ ಸ್ವಾಮಿ, ವೈಷ್ಣವಿ ಬಿ.ಎಂ, ಮೆಡಿಕಲ್ ಮಲ್ಲಿಕಾರ್ಜುನ ಶಾನಭಾಗ, ಕೃಷ್ಣಮೂರ್ತಿ ಮಾನವಿ, ಮಲ್ಲಯ್ಯಸ್ವಾಮಿ, ದೇವೇಂದ್ರಪ್ಪ, ವಕೀಲರು, ಉಮೇಶ ಕಾಳೆ, ದೇವರಾಜ, ಬಸವರಾಜ ದೋರನಹಳ್ಳಿ, ಶಿವಕುಮಾರ ಸ್ವಾಮಿ ಕ್ಷೇತ್ರ, ಮಾರ್ತಿ, ವೀರಭದ್ರಯ್ಯ ಸ್ವಾಮಿ ಹಾಗೂ ಇನ್ನಿತರರು ಉಪಸ್ಥಿತರಿದ್ದರು.	[1162, 255, 1340, 451]
story2-col2-text: ಭಕ್ತಾದಿಗಳು 11 ನೇ ವರ್ಷದ ಪಾದಯಾತ್ರೆ ಇಂದು ದಿನಾಂಕ 9-3-2026 ರಂದು ಮುಂಜಾನೆ 6 ಗಂಟೆಗೆ ಪಾದಯಾತ್ರೆಯ ಮೂಲಕ ಹೊರಟರು. ಇಂದು ಕೆ.ಹನುಮಂತ್ರಾಯನಗರದಿಂದ ಪಾದಯಾತ್ರೆ ಆರಂಭವಾಗಿ ಶ್ರೀ ಭಗಮ್ಮದೇವಿ ದೇವಸ್ಥಾನದಲ್ಲಿ ಶ್ರೀ ಮಹಾದೇವಪ್ಪ ತಾತನವರ ದೇವಸ್ಥಾನದಲ್ಲಿ ವಿಶೇಷ ಪೂಜೆ ಸಲ್ಲಿಸಿದರು. ಪಾದಯಾತ್ರೆ ಹೊರಡುವ ಭಕ್ತಾದಿಗಳಿಗೆ ಗ್ರಾಮಸ್ಥರು ಭಾವಪೂರ್ಣ ಬೀಳ್ಕೊಡುಗೆಯಿಂದ ಬೀಳ್ಕೊಟ್ಟರು	[198, 943, 358, 1093]
story4-byline: ಸಂಜೀವಾಣಿ ವಾರ್ತೆ	[40, 1436, 113, 1450]
notice1-title-line1: ಶಕ್ತಿನಗರ ವ್ಯಾಪ್ತಿಯಲ್ಲಿ	[1122, 1159, 1244, 1180]
globe-icon	[624, 84, 658, 108]
notice2-body	[1039, 1649, 1329, 2131]
masthead-rule	[40, 116, 1340, 117]
social-icons	[152, 82, 205, 93]
story1-banner	[40, 122, 1340, 250]
email-contact: contact Raichur@sanjevani.com	[350, 98, 527, 111]
story3-headline-line2: ವತಿಯಿಂದ ಕುಡಿಯುವ ನೀರಿನ ಅರವಟಿಗೆ ಸ್ಥಾಪನೆ	[808, 748, 1224, 779]
notice2-byline: ಸಂಜೀವಾಣಿ ವಾರ್ತೆ	[1039, 1651, 1112, 1665]
story1-col5-text: ಸೇವೆ ಸಲ್ಲಿಸುತ್ತಾರೆ ಇವರಿಗೆಲ್ಲ ದೇವರು ಆಶೀರ್ವಾದದಿಂದ ಮಹಾಪ್ರಸಾದ ಮತ್ತು ಉಳಿದ ಪಡೆಯುವರಿಗೂ ಉಳಿಸುವ ಸಲುವಾಗಿ ರಾಯಚೂರು ನಗರ ಮತ್ತು ಜಿಲ್ಲೆಯ ಜನರು ಉದಾರ ಹೃದಯಿ ಹಾಗೂ ಧರ್ಮ ಸಹಿಷ್ಣುತೆಯ ಮೂಲಕ ಎಲ್ಲರೂ ಸೌಹಾರ್ದತೆಯಿಂದ ಬಾಳುತ್ತಿದ್ದು ನಾಡಿನ ಜನತೆಗೆ ಸಂತೋಷದಾಯಕವಾಗಿದೆ. ಇಲ್ಲಿ ಯಾರಿಗೂ ಬರಿದಾದ ಕೈಯಿಂದ ಕಳಿಸದೆ ಎಲ್ಲರಿಗೂ ಸೌಹಾರ್ದತೆಯನ್ನು ಬೆಳೆಸುವ ಸರ್ವಜನರಿಗೂ ಸಹಿತ ಭಕ್ತರ ನಾಡಾಗಿರುವ ಈ ಪುಣ್ಯ ಭೂಮಿಯ ಜನರು	[672, 449, 832, 630]
story3-headline-line1: ಅರಕೇರಾ: ಕೆ.ಶಿವನಗೌಡನಾಯಕ ಅಭಿಮಾನಿ ಬಳಗದ	[793, 700, 1239, 731]
story6-byline: ಸಂಜೀವಾಣಿ ವಾರ್ತೆ	[40, 1730, 113, 1744]
story4-column-1	[40, 1436, 192, 1646]
story6-column-6	[854, 1730, 1016, 2136]
story1-column-4	[516, 448, 664, 682]
notice2-title-line2: ವಿದ್ಯಾರ್ಥಿಗಳು ಗೈರು ಹಾಜರಿ	[1099, 1617, 1267, 1639]
story2-col4-text: ಎಂಸಿ ಅಧ್ಯಕ್ಷರು, ಸಾಧ್ಯಯ್ಯಕರ್ನಾಳ, ನಾಗೇಶಕರ್ನಾಳ, ಭೀಮಣ್ಣನಾಯಕ ಕರ್ನಾಳ, ಭೀಮಯ್ಯ ನಾಯಕ ಹೊಸಮನಿ, ಬಸ್ಸಮ್ಮ, ಸಿದ್ದಲಿಂಗಪ್ಪ ಬಸವನಗೌಡ ಕರ್ನಾಳ, ಶಿವಲಿಂಗಪ್ಪ, ಗಂಗಪ್ಪ, ಮಲ್ಲಪ್ಪ ಸೇರಿದಂತೆ ಕೆ.ಹನುಮಂತ್ರಾಯನಗರ ಹಾಗೂ ಅರಕೇರಾ ಗ್ರಾಮಸ್ಥರು ಉಪಸ್ಥಿತರಿದ್ದರು.	[534, 823, 680, 927]
paper-logo	[568, 76, 714, 115]
story3-column-1	[692, 808, 852, 1132]
story6-col5-text: ಮಾತನಾಡಿ, ಚಿಕ್ಕನಹಳ್ಳಿ ಗ್ರಾಮದ ಆದಿದೇವತೆಗಳು ನೊಂದು ಬಂದ ಭಕ್ತರ ಕಷ್ಟಗಳನ್ನು ದೂರ ಮಾಡುತ್ತಾರೆ. ಗ್ರಾಮಸ್ಥರ ಸಹಕಾರದಿಂದ ದೇವಸ್ಥಾನ ಅಭಿವೃದ್ಧಿ ಕಂಡಿದೆ. ಜಿಲ್ಲಾ ಪಂಚಾಯತ್ ಮಾಜಿ ಸದಸ್ಯರು ಸೇರಿದಂತೆ ಗ್ರಾಮದ ಮುಖಂಡರು ಉಪಸ್ಥಿತರಿದ್ದರು.	[686, 1731, 846, 1820]
story3-photo	[858, 808, 1170, 996]
story5-column-1	[362, 1286, 516, 1646]
page-number: 3	[1310, 82, 1327, 112]
youtube-icon[interactable]	[166, 82, 177, 93]
story2-column-2	[198, 942, 358, 1132]
social-handle[interactable]: @sanjevaninews	[42, 81, 135, 94]
power-cut-notice	[1026, 1144, 1340, 1566]
story3-column-2	[1016, 998, 1170, 1132]
story3-col1-text: ಅರಕೇರಾ.ಮಾ.10- ಅರಕೇರಾ ಪಟ್ಟಣದಲ್ಲಿ ದಿನೇ ದಿನೇ ಬಿಸಿಲು ಹೆಚ್ಚುತ್ತಿರುವ ಹಿನ್ನಲೆಯಲ್ಲಿ ವಿವಿಧ ಗ್ರಾಮಗಳಿಂದ ಸಾರ್ವಜನಿಕರು ಸೇರಿದಂತೆ ಸುತ್ತಮುತ್ತಲಿನ ಗ್ರಾಮದಿಂದ ವಿವಿಧ ಕೆಲಸಕ್ಕಾಗಿ ತಹಸೀಲ್ದಾರ ಕಾರ್ಯಾಲಯ ಮತ್ತು ಸಮುದಾಯ ಆರೋಗ್ಯ ಕೇಂದ್ರದಿಂದ ಸಾರ್ವಜನಿಕರು ಕುಡಿಯುವ ನೀರಿನ ಅರವಟಿಗೆಯನ್ನು ಸ್ಥಾಪನೆ ಮಾಡಲಾಗಿದೆ	[692, 827, 852, 947]
story1-headline: ಪಾದಯಾತ್ರೆ, ಅನ್ನದಾನ ಜಗತ್ತಿಗೆ ಶಾಂತಿ, ನೆಮ್ಮದಿಯ ಸಂಕೇತ : ಗವಾಯಿ	[223, 182, 1157, 230]
story2-col3-text: ಶುಭಕೋರಿದರು. ಪಾದಯಾತ್ರೆಯಲ್ಲಿ ಮಹಿಳೆಯರು, ಯುವಕರು ಸೇರಿ ಹಲವರು ಭಾಗವಹಿಸಿದ್ದರು. ಅರಕೇರಾ, ಮಲ್ಲದಗುಡ್ಡ, ಪಿರಂಗಿ ಮೂಲ ಗ್ರಾಮಗಳ ಭಕ್ತಾದಿಗಳು ಸೇರಿ ಪಾದಯಾತ್ರೆ ಕೈಗೊಂಡಿದ್ದಾರೆ. ಸಂದರ್ಭದಲ್ಲಿ ಭಾಗವಹಿಸಿದ ವೀರಭದ್ರಯ್ಯ ಮಠ ಬಾಬಣ್ಣ ಸೇರಿದಂತೆ ಸದಸ್ಯರು, ವೆಂಕಟೇಶ ಕಾರ್ಯದರ್ಶಿ ಬಾಬು ಗ್ರಾಮ ಪಂಚಾಯತ ಸದಸ್ಯರು, ಕೃಷ್ಣನಾಯಕ ಕರ್ನಾಳ ಎಸ್ ಡಿ	[366, 943, 526, 1078]
story3-col2-text: ಮೂಲಕ ಸಮಾಜದ ಪರಕಾಳೆಯಿಂದ ಸಹಿತ ಮಾಜಿ ಶಾಸಕ ಕೆ.ಶಿವನಗೌಡ ನಾಯಕರ ಅಭಿಮಾನಿಗಳ ಕಾರ್ಯ ಶ್ಲಾಘನೀಯವಾಗಿದೆ ಎಂದು ಸಾರ್ವಜನಿಕರು ಪ್ರಶಂಸೆ ವ್ಯಕ್ತಪಡಿಸಿದರು	[1016, 999, 1170, 1057]
story5-col2-text: ಬಂದಿದೆ. ವಾಹನವನ್ನು ಪರಿಶೀಲಿಸಿದಾಗ ಯಾವುದೇ ಪರವಾನಗಿ ಇಲ್ಲದೆ ಜಾನುವಾರುಗಳನ್ನು ಸಾಗಿಸುತ್ತಿರುವುದು ಪತ್ತೆಯಾಗಿದೆ. ಕೂಡಲೇ ಪೊಲೀಸರಿಗೆ ಮಾಹಿತಿ ನೀಡಲಾಗಿದ್ದು, ಸ್ಥಳಕ್ಕೆ ಆಗಮಿಸಿದ ಪೊಲೀಸರು ವಾಹನವನ್ನು ವಶಕ್ಕೆ ಪಡೆದು ಚಾಲಕನ ವಿರುದ್ಧ ಪ್ರಕರಣ ದಾಖಲಿಸಿಕೊಂಡಿದ್ದಾರೆ. ರಕ್ಷಿಸಲಾದ ಜಾನುವಾರುಗಳನ್ನು ಗೋಶಾಲೆಗೆ ಸ್ಥಳಾಂತರಿಸಲಾಗಿದೆ ಎಂದು ತಿಳಿದುಬಂದಿದೆ.	[522, 1503, 678, 1638]
story5-column-2	[522, 1502, 678, 1646]
story1-column-5	[672, 448, 832, 682]
issue-date: ಮಂಗಳವಾರ ೧೦ ಮಾರ್ಚ್ 2026	[1000, 94, 1189, 113]
story5-photo	[522, 1288, 1016, 1498]
notice1-byline: ಸಂಜೀವಾಣಿ ವಾರ್ತೆ	[1039, 1236, 1112, 1250]
story6-column-2	[200, 1906, 352, 2136]
story1-column-8	[1162, 254, 1340, 682]
story3-column-3	[1178, 808, 1340, 1132]
site-link[interactable]: sanjevani.com	[42, 96, 122, 109]
story2-column-1	[40, 942, 190, 1132]
edition-label: ರಾಯಚೂರು	[1186, 74, 1240, 89]
story1-column-7	[994, 254, 1154, 682]
story1-byline: ಸಂಜೀವಾಣಿ ವಾರ್ತೆ	[40, 254, 113, 268]
story6-column-5	[686, 1730, 846, 2136]
twitter-icon[interactable]	[194, 82, 205, 93]
story2-byline: ಸಂಜೀವಾಣಿ ವಾರ್ತೆ	[40, 942, 113, 956]
notice1-title-line2: ಮಾ.11 ರಂದು ವಿದ್ಯುತ್ ವ್ಯತ್ಯಯ	[1082, 1199, 1284, 1220]
